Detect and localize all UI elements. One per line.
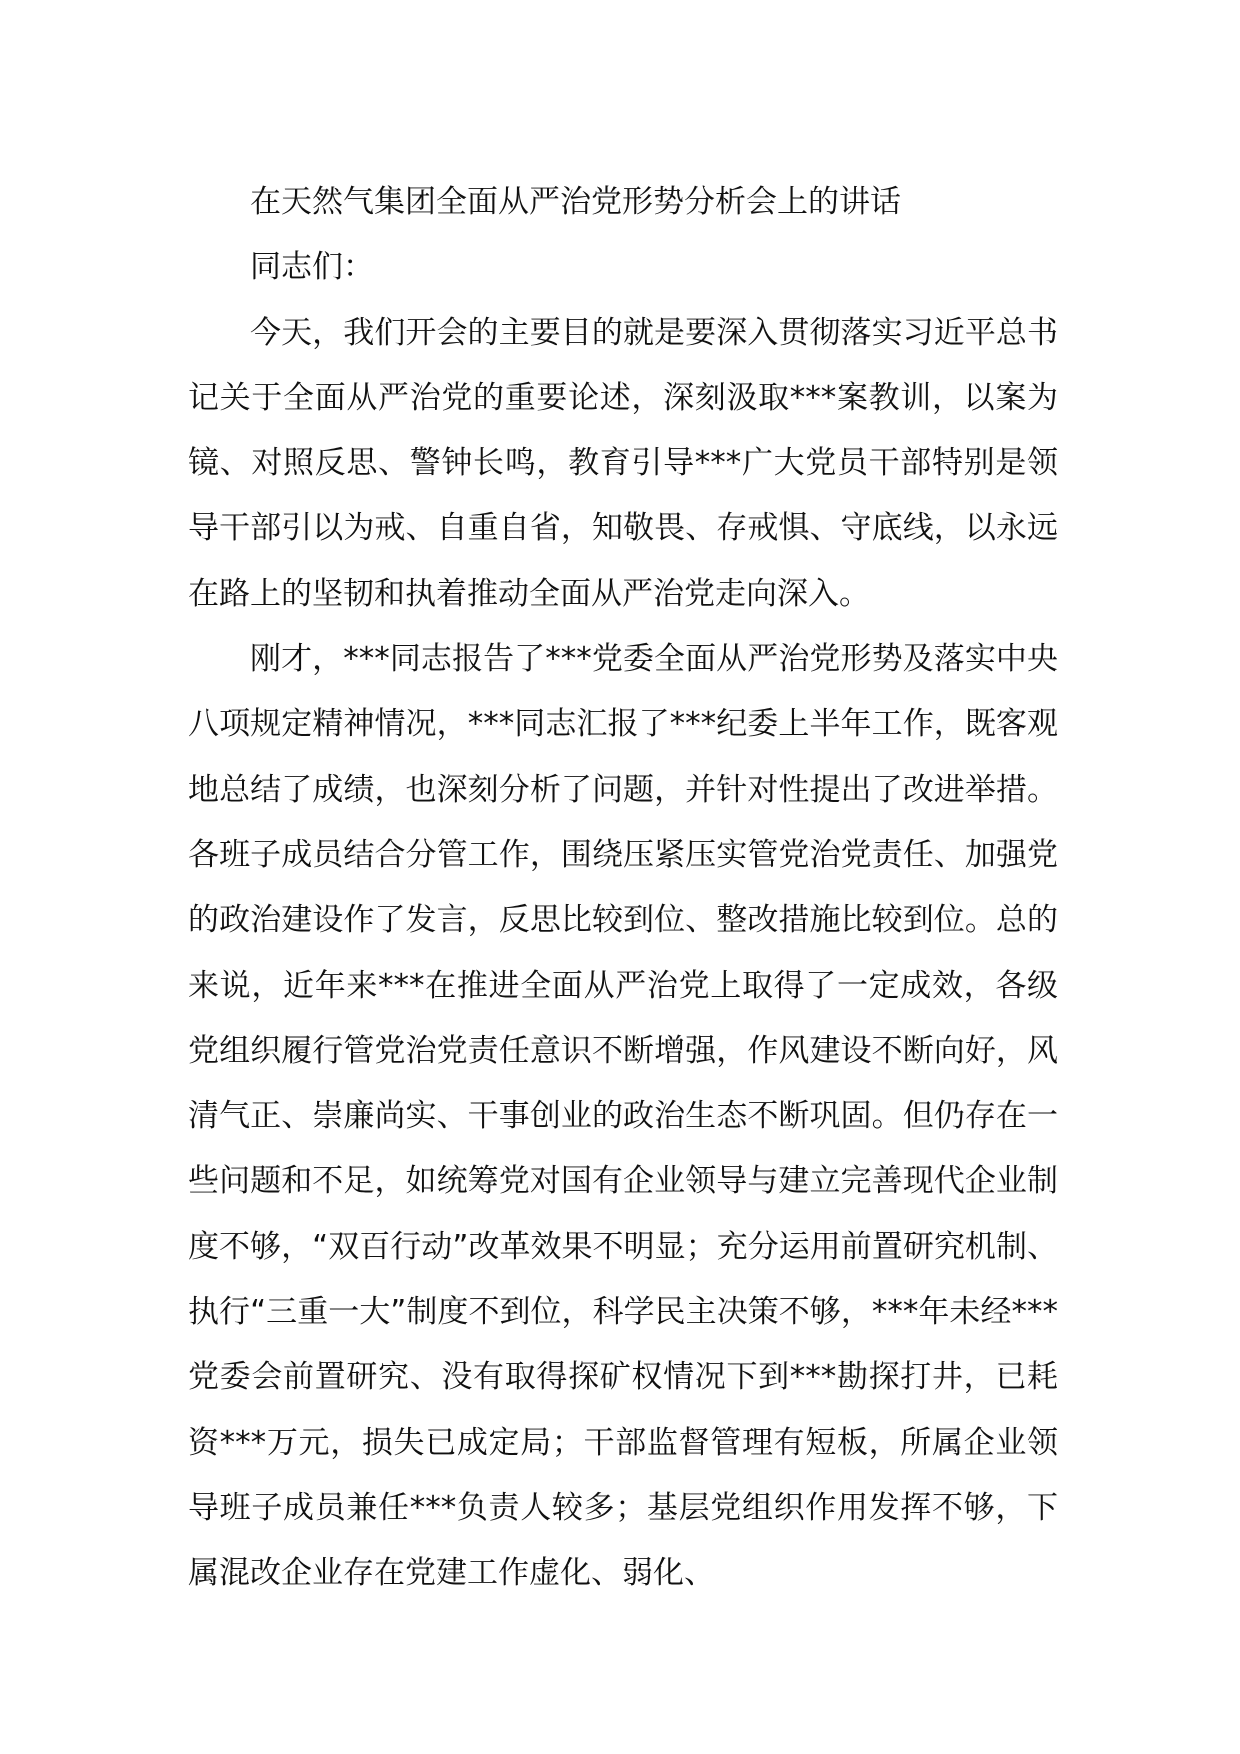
paragraph-1: 今天，我们开会的主要目的就是要深入贯彻落实习近平总书记关于全面从严治党的重要论述，深刻汲取***案教训，以案为镜、对照反思、警钟长鸣，教育引导***广大党员干部特别是领导干部引以为戒、自重自省，知敬畏、存戒惧、守底线，以永远在路上的坚韧和执着推动全面从严治党走向深入。 bbox=[188, 314, 1058, 612]
document-body bbox=[188, 170, 1058, 1607]
document-title: 在天然气集团全面从严治党形势分析会上的讲话 bbox=[250, 184, 901, 220]
paragraph-2: 刚才，***同志报告了***党委全面从严治党形势及落实中央八项规定精神情况，***同志汇报了***纪委上半年工作，既客观地总结了成绩，也深刻分析了问题，并针对性提出了改进举措。各班子成员结合分管工作，围绕压紧压实管党治党责任、加强党的政治建设作了发言，反思比较到位、整改措施比较到位。总的来说，近年来***在推进全面从严治党上取得了一定成效，各级党组织履行管党治党责任意识不断增强，作风建设不断向好，风清气正、崇廉尚实、干事创业的政治生态不断巩固。但仍存在一些问题和不足，如统筹党对国有企业领导与建立完善现代企业制度不够，“双百行动”改革效果不明显；充分运用前置研究机制、执行“三重一大”制度不到位，科学民主决策不够，***年未经***党委会前置研究、没有取得探矿权情况下到***勘探打井，已耗资***万元，损失已成定局；干部监督管理有短板，所属企业领导班子成员兼任***负责人较多；基层党组织作用发挥不够，下属混改企业存在党建工作虚化、弱化、 bbox=[188, 641, 1058, 1592]
salutation: 同志们： bbox=[250, 249, 374, 286]
